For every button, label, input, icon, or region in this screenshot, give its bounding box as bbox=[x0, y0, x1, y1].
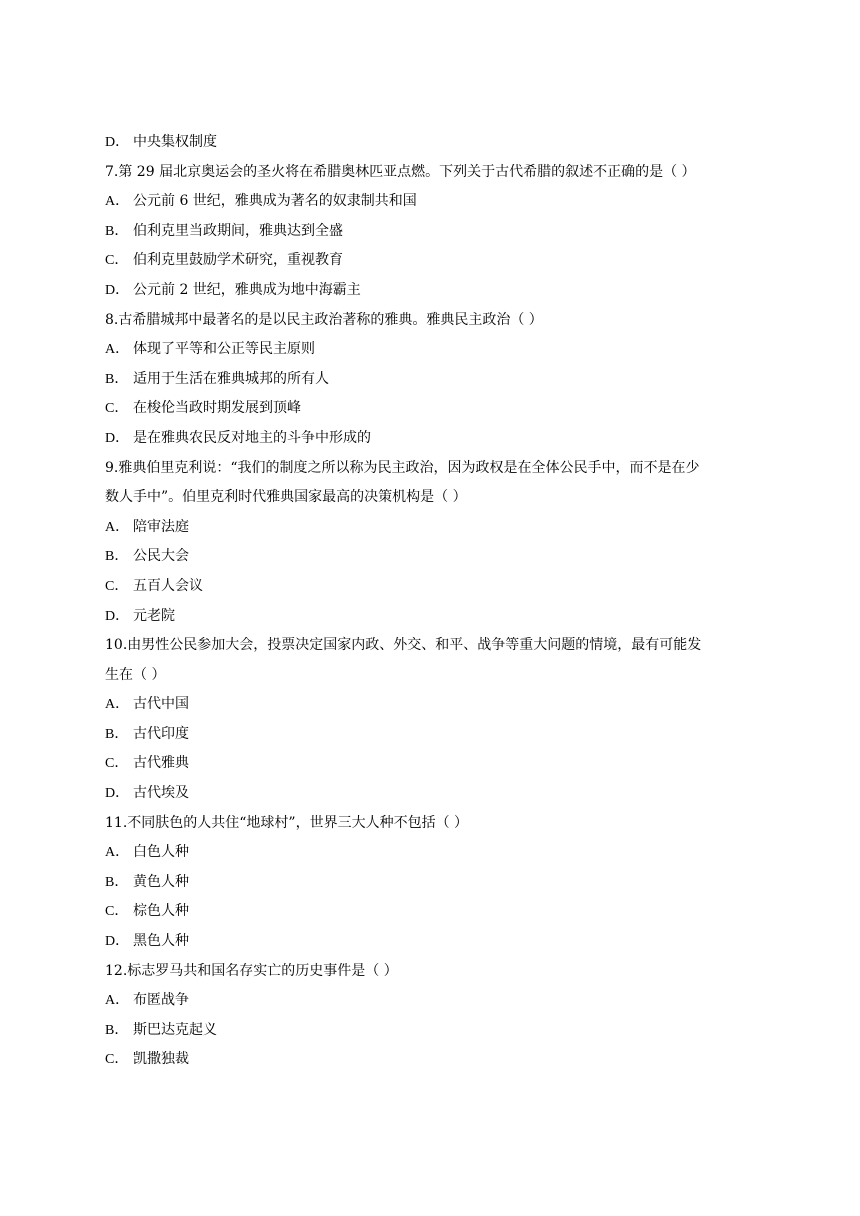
option-text: 在梭伦当政时期发展到顶峰 bbox=[133, 400, 301, 417]
answer-option bbox=[105, 128, 765, 158]
option-text: 白色人种 bbox=[133, 844, 189, 861]
question-text: 数人手中”。伯里克利时代雅典国家最高的决策机构是（ ） bbox=[105, 489, 467, 506]
option-text: 体现了平等和公正等民主原则 bbox=[133, 341, 315, 358]
answer-option bbox=[105, 542, 765, 572]
option-text: 黄色人种 bbox=[133, 873, 189, 890]
option-text: 适用于生活在雅典城邦的所有人 bbox=[133, 370, 329, 387]
option-letter: C． bbox=[105, 578, 129, 594]
answer-option bbox=[105, 246, 765, 276]
question-text: 8.古希腊城邦中最著名的是以民主政治著称的雅典。雅典民主政治（ ） bbox=[105, 311, 543, 328]
option-text: 伯利克里当政期间，雅典达到全盛 bbox=[133, 222, 343, 239]
question-list bbox=[105, 128, 765, 1075]
answer-option bbox=[105, 217, 765, 247]
option-letter: B． bbox=[105, 874, 129, 890]
question-text: 11.不同肤色的人共住“地球村”，世界三大人种不包括（ ） bbox=[105, 814, 469, 831]
answer-option bbox=[105, 1045, 765, 1075]
option-letter: C． bbox=[105, 1052, 129, 1068]
question-stem bbox=[105, 809, 765, 839]
option-text: 公元前 6 世纪，雅典成为著名的奴隶制共和国 bbox=[133, 193, 417, 210]
question-text: 生在（ ） bbox=[105, 666, 166, 683]
answer-option bbox=[105, 1016, 765, 1046]
option-letter: D． bbox=[105, 430, 130, 446]
option-text: 棕色人种 bbox=[133, 903, 189, 920]
answer-option bbox=[105, 365, 765, 395]
option-text: 黑色人种 bbox=[133, 933, 189, 950]
question-stem bbox=[105, 661, 765, 691]
option-letter: B． bbox=[105, 549, 129, 565]
option-text: 古代雅典 bbox=[133, 755, 189, 772]
option-text: 公民大会 bbox=[133, 548, 189, 565]
option-letter: B． bbox=[105, 371, 129, 387]
answer-option bbox=[105, 187, 765, 217]
question-stem bbox=[105, 631, 765, 661]
option-letter: A． bbox=[105, 993, 130, 1009]
answer-option bbox=[105, 690, 765, 720]
question-stem bbox=[105, 158, 765, 188]
option-text: 古代中国 bbox=[133, 696, 189, 713]
question-stem bbox=[105, 454, 765, 484]
option-letter: C． bbox=[105, 756, 129, 772]
answer-option bbox=[105, 394, 765, 424]
answer-option bbox=[105, 868, 765, 898]
option-letter: A． bbox=[105, 845, 130, 861]
option-letter: D． bbox=[105, 608, 130, 624]
answer-option bbox=[105, 276, 765, 306]
question-text: 7.第 29 届北京奥运会的圣火将在希腊奥林匹亚点燃。下列关于古代希腊的叙述不正确的是（ ） bbox=[105, 163, 696, 180]
option-text: 古代埃及 bbox=[133, 785, 189, 802]
answer-option bbox=[105, 720, 765, 750]
option-letter: B． bbox=[105, 223, 129, 239]
answer-option bbox=[105, 513, 765, 543]
option-text: 陪审法庭 bbox=[133, 518, 189, 535]
option-letter: B． bbox=[105, 726, 129, 742]
option-letter: C． bbox=[105, 401, 129, 417]
question-stem bbox=[105, 483, 765, 513]
question-text: 12.标志罗马共和国名存实亡的历史事件是（ ） bbox=[105, 962, 398, 979]
question-text: 10.由男性公民参加大会，投票决定国家内政、外交、和平、战争等重大问题的情境，最有可能发 bbox=[105, 637, 702, 654]
option-text: 中央集权制度 bbox=[133, 134, 217, 150]
option-letter: A． bbox=[105, 342, 130, 358]
option-letter: A． bbox=[105, 697, 130, 713]
answer-option bbox=[105, 897, 765, 927]
question-text: 9.雅典伯里克利说：“我们的制度之所以称为民主政治，因为政权是在全体公民手中，而不是在少 bbox=[105, 459, 700, 476]
answer-option bbox=[105, 927, 765, 957]
answer-option bbox=[105, 335, 765, 365]
answer-option bbox=[105, 424, 765, 454]
option-text: 古代印度 bbox=[133, 725, 189, 742]
option-text: 五百人会议 bbox=[133, 577, 203, 594]
option-text: 斯巴达克起义 bbox=[133, 1021, 217, 1038]
option-text: 凯撒独裁 bbox=[133, 1051, 189, 1068]
option-letter: C． bbox=[105, 253, 129, 269]
option-letter: A． bbox=[105, 519, 130, 535]
answer-option bbox=[105, 779, 765, 809]
answer-option bbox=[105, 749, 765, 779]
question-stem bbox=[105, 306, 765, 336]
option-text: 元老院 bbox=[133, 607, 175, 624]
option-text: 是在雅典农民反对地主的斗争中形成的 bbox=[133, 429, 371, 446]
option-letter: C． bbox=[105, 904, 129, 920]
option-letter: D． bbox=[105, 282, 130, 298]
option-letter: B． bbox=[105, 1022, 129, 1038]
option-letter: A． bbox=[105, 194, 130, 210]
option-text: 布匿战争 bbox=[133, 992, 189, 1009]
option-letter: D． bbox=[105, 934, 130, 950]
answer-option bbox=[105, 986, 765, 1016]
document-page bbox=[105, 128, 765, 1075]
option-letter: D． bbox=[105, 135, 130, 150]
answer-option bbox=[105, 602, 765, 632]
option-text: 伯利克里鼓励学术研究，重视教育 bbox=[133, 252, 343, 269]
option-letter: D． bbox=[105, 786, 130, 802]
answer-option bbox=[105, 572, 765, 602]
question-stem bbox=[105, 957, 765, 987]
option-text: 公元前 2 世纪，雅典成为地中海霸主 bbox=[133, 281, 361, 298]
answer-option bbox=[105, 838, 765, 868]
